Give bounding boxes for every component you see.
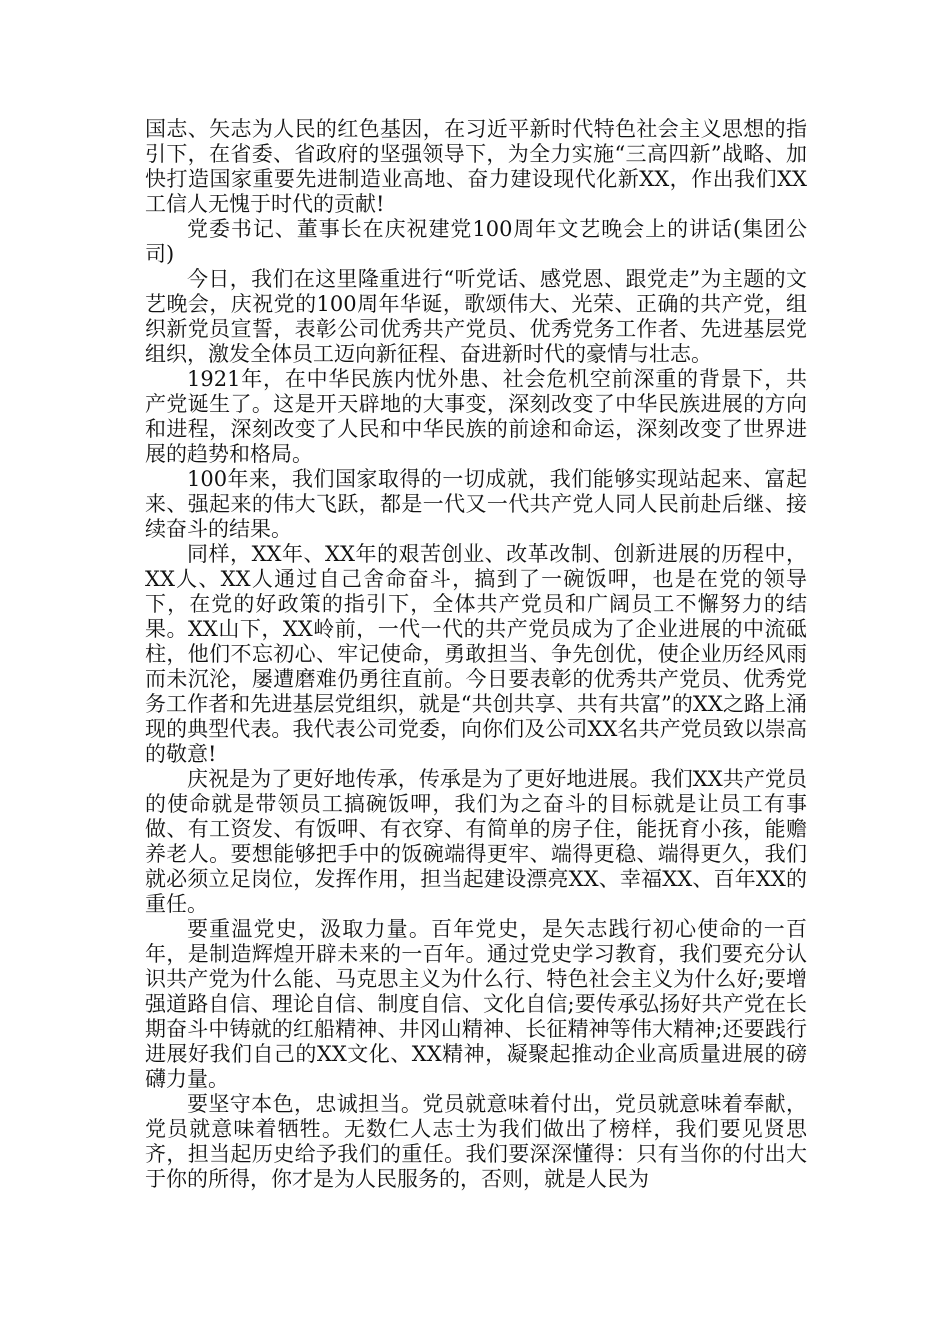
- paragraph-commitment: 要坚守本色，忠诚担当。党员就意味着付出，党员就意味着奉献，党员就意味着牺牲。无数仁人志士为我们做出了榜样，我们要见贤思齐，担当起历史给予我们的重任。我们要深深懂得：只有当你的付出大于你的所得，你才是为人民服务的，否则，就是人民为: [145, 1092, 807, 1191]
- paragraph-celebration: 庆祝是为了更好地传承，传承是为了更好地进展。我们XX共产党员的使命就是带领员工搞碗饭呷，我们为之奋斗的目标就是让员工有事做、有工资发、有饭呷、有衣穿、有简单的房子住，能抚育小孩，能赡养老人。要想能够把手中的饭碗端得更牢、端得更稳、端得更久，我们就必须立足岗位，发挥作用，担当起建设漂亮XX、幸福XX、百年XX的重任。: [145, 767, 807, 916]
- paragraph-continuation: 国志、矢志为人民的红色基因，在习近平新时代特色社会主义思想的指引下，在省委、省政府的坚强领导下，为全力实施“三高四新”战略、加快打造国家重要先进制造业高地、奋力建设现代化新XX，作出我们XX工信人无愧于时代的贡献!: [145, 117, 807, 216]
- document-page: [145, 117, 807, 1192]
- paragraph-opening: 今日，我们在这里隆重进行“听党话、感党恩、跟党走”为主题的文艺晚会，庆祝党的100周年华诞，歌颂伟大、光荣、正确的共产党，组织新党员宣誓，表彰公司优秀共产党员、优秀党务工作者、先进基层党组织，激发全体员工迈向新征程、奋进新时代的豪情与壮志。: [145, 267, 807, 366]
- paragraph-1921: 1921年，在中华民族内忧外患、社会危机空前深重的背景下，共产党诞生了。这是开天辟地的大事变，深刻改变了中华民族进展的方向和进程，深刻改变了人民和中华民族的前途和命运，深刻改变了世界进展的趋势和格局。: [145, 367, 807, 466]
- paragraph-company-history: 同样，XX年、XX年的艰苦创业、改革改制、创新进展的历程中，XX人、XX人通过自己舍命奋斗，搞到了一碗饭呷，也是在党的领导下，在党的好政策的指引下，全体共产党员和广阔员工不懈努力的结果。XX山下，XX岭前，一代一代的共产党员成为了企业进展的中流砥柱，他们不忘初心、牢记使命，勇敢担当、争先创优，使企业历经风雨而未沉沦，屡遭磨难仍勇往直前。今日要表彰的优秀共产党员、优秀党务工作者和先进基层党组织，就是“共创共享、共有共富”的XX之路上涌现的典型代表。我代表公司党委，向你们及公司XX名共产党员致以崇高的敬意!: [145, 542, 807, 766]
- paragraph-100-years: 100年来，我们国家取得的一切成就，我们能够实现站起来、富起来、强起来的伟大飞跃，都是一代又一代共产党人同人民前赴后继、接续奋斗的结果。: [145, 467, 807, 541]
- speech-title: 党委书记、董事长在庆祝建党100周年文艺晚会上的讲话(集团公司): [145, 217, 807, 266]
- paragraph-party-history: 要重温党史，汲取力量。百年党史，是矢志践行初心使命的一百年，是制造辉煌开辟未来的一百年。通过党史学习教育，我们要充分认识共产党为什么能、马克思主义为什么行、特色社会主义为什么好;要增强道路自信、理论自信、制度自信、文化自信;要传承弘扬好共产党在长期奋斗中铸就的红船精神、井冈山精神、长征精神等伟大精神;还要践行进展好我们自己的XX文化、XX精神，凝聚起推动企业高质量进展的磅礴力量。: [145, 917, 807, 1091]
